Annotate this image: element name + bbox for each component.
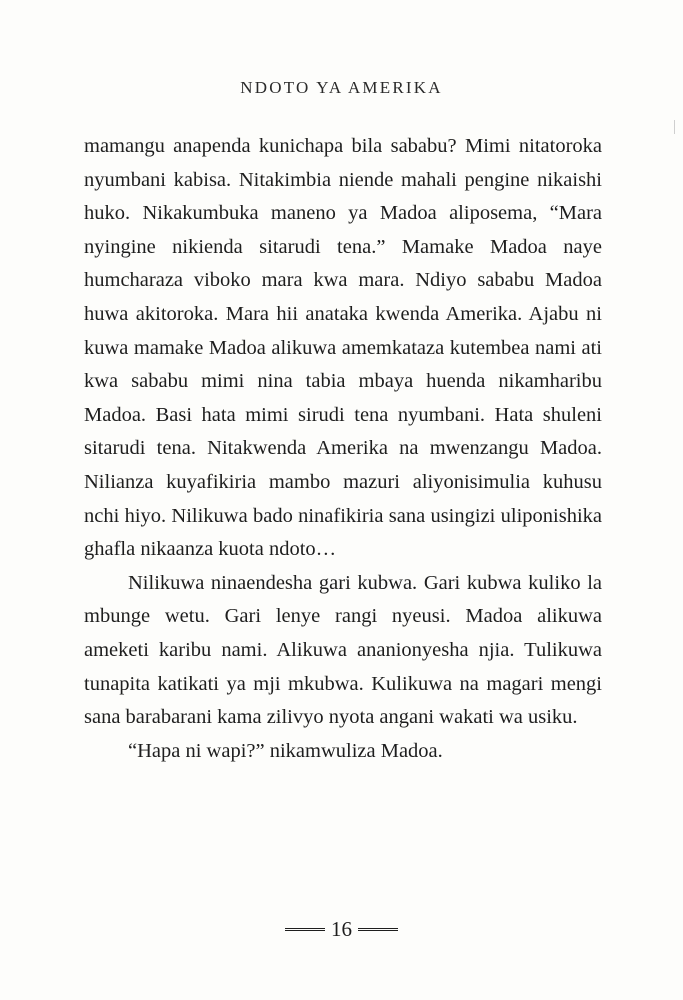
folio-rule-right bbox=[358, 928, 398, 931]
paragraph-3: “Hapa ni wapi?” nikamwuliza Madoa. bbox=[128, 739, 443, 762]
body-text bbox=[84, 130, 602, 768]
folio-rule-left bbox=[285, 928, 325, 931]
running-head: NDOTO YA AMERIKA bbox=[240, 78, 443, 97]
page-folio bbox=[0, 917, 683, 942]
page-number: 16 bbox=[331, 917, 352, 941]
paragraph-2: Nilikuwa ninaendesha gari kubwa. Gari kubwa kuliko la mbunge wetu. Gari lenye rangi nyeusi. Madoa alikuwa ameketi karibu nami. Alikuwa ananionyesha njia. Tulikuwa tunapita katikati ya mji mkubwa. Kulikuwa na magari mengi sana barabarani kama zilivyo nyota angani wakati wa usiku. bbox=[84, 571, 602, 729]
page-edge-mark bbox=[674, 120, 675, 134]
paragraph-1: mamangu anapenda kunichapa bila sababu? Mimi nitatoroka nyumbani kabisa. Nitakimbia niende mahali pengine nikaishi huko. Nikakumbuka maneno ya Madoa aliposema, “Mara nyingine nikienda sitarudi tena.” Mamake Madoa naye humcharaza viboko mara kwa mara. Ndiyo sababu Madoa huwa akitoroka. Mara hii anataka kwenda Amerika. Ajabu ni kuwa mamake Madoa alikuwa amemkataza kutembea nami ati kwa sababu mimi nina tabia mbaya huenda nikamharibu Madoa. Basi hata mimi sirudi tena nyumbani. Hata shuleni sitarudi tena. Nitakwenda Amerika na mwenzangu Madoa. Nilianza kuyafikiria mambo mazuri aliyonisimulia kuhusu nchi hiyo. Nilikuwa bado ninafikiria sana usingizi uliponishika ghafla nikaanza kuota ndoto… bbox=[84, 135, 602, 561]
